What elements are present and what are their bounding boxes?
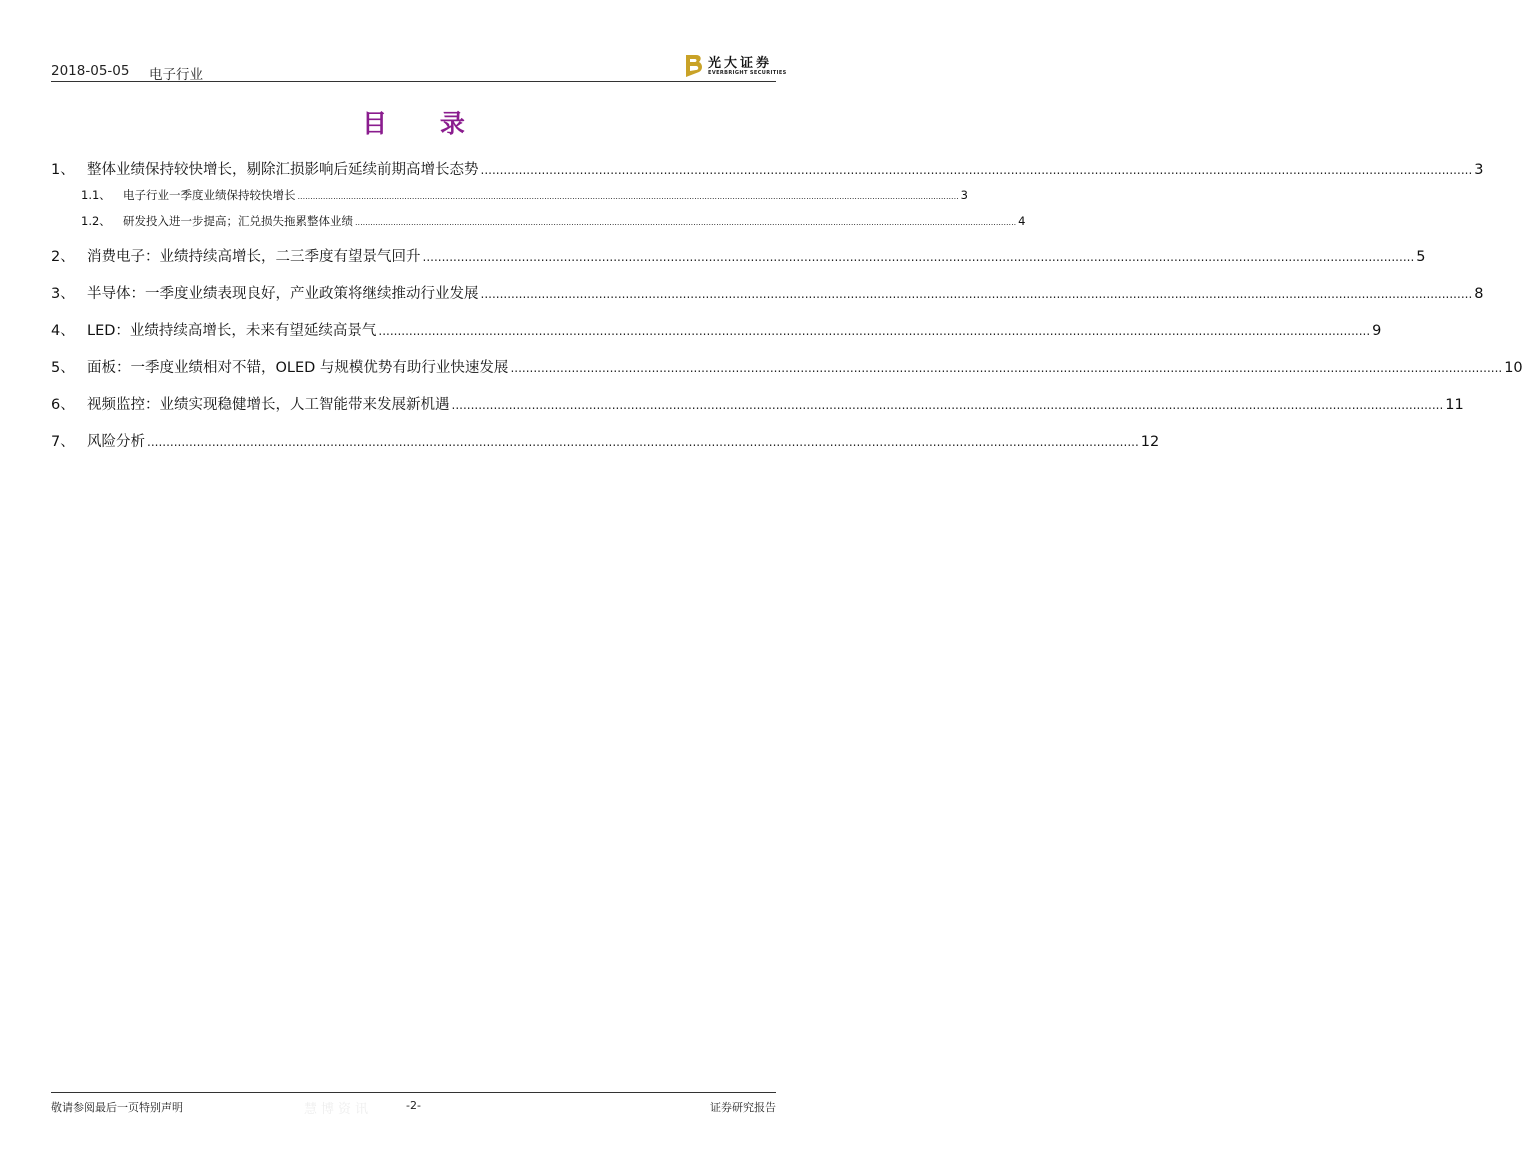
toc-entry-number: 7、 (51, 434, 75, 450)
toc-entry-page[interactable]: 11 (1445, 397, 1464, 413)
toc-entry-page[interactable]: 5 (1416, 249, 1426, 265)
toc-entry-label[interactable]: 半导体：一季度业绩表现良好，产业政策将继续推动行业发展 (87, 286, 479, 302)
page-number: -2- (406, 1099, 421, 1112)
company-logo (684, 52, 787, 80)
report-date: 2018-05-05 (51, 63, 130, 79)
footer-watermark: 慧博资讯 (304, 1102, 373, 1117)
footer-rule (51, 1092, 776, 1093)
toc-leader-dots: .................................................................................................................................................................................................................................................................... (147, 435, 1139, 449)
toc-entry[interactable] (51, 245, 1426, 267)
toc-entry[interactable] (51, 393, 1464, 415)
toc-entry-number: 2、 (51, 249, 75, 265)
toc-leader-dots: .................................................................................................................................................................................................................................................................... (422, 250, 1415, 264)
toc-leader-dots: .................................................................................................................................................................................................................................................................... (451, 398, 1444, 412)
footer-disclaimer: 敬请参阅最后一页特别声明 (51, 1101, 183, 1114)
toc-entry-label[interactable]: 面板：一季度业绩相对不错，OLED 与规模优势有助行业快速发展 (87, 360, 509, 376)
toc-entry-number: 1.2、 (81, 214, 111, 228)
toc-leader-dots: .................................................................................................................................................................................................................................................................... (480, 287, 1473, 301)
toc-entry-page[interactable]: 12 (1140, 434, 1160, 450)
toc-entry[interactable] (51, 282, 1484, 304)
toc-entry-label[interactable]: LED：业绩持续高增长，未来有望延续高景气 (87, 323, 377, 339)
toc-entry-label[interactable]: 消费电子：业绩持续高增长，二三季度有望景气回升 (87, 249, 421, 265)
toc-subentry[interactable] (51, 213, 1026, 231)
toc-entry-label[interactable]: 电子行业一季度业绩保持较快增长 (123, 188, 296, 202)
toc-entry-number: 4、 (51, 323, 75, 339)
toc-subentry[interactable] (51, 187, 968, 205)
toc-entry-number: 1、 (51, 162, 75, 178)
toc-leader-dots: .................................................................................................................................................................................................................................................................... (480, 163, 1473, 177)
toc-entry-label[interactable]: 视频监控：业绩实现稳健增长，人工智能带来发展新机遇 (87, 397, 450, 413)
toc-entry[interactable] (51, 356, 1523, 378)
toc-entry-page[interactable]: 3 (1474, 162, 1484, 178)
everbright-logo-icon (684, 54, 704, 78)
toc-entry-page[interactable]: 8 (1474, 286, 1484, 302)
toc-entry-page[interactable]: 10 (1504, 360, 1523, 376)
toc-entry-label[interactable]: 整体业绩保持较快增长，剔除汇损影响后延续前期高增长态势 (87, 162, 479, 178)
toc-entry-number: 5、 (51, 360, 75, 376)
toc-entry[interactable] (51, 430, 1160, 452)
page-footer (51, 1099, 776, 1115)
toc-entry-page[interactable]: 9 (1372, 323, 1382, 339)
industry-label: 电子行业 (149, 67, 203, 83)
toc-leader-dots: .................................................................................................................................................................................................................................................................... (378, 324, 1371, 338)
toc-entry-label[interactable]: 风险分析 (87, 434, 145, 450)
toc-entry-number: 1.1、 (81, 188, 111, 202)
report-type: 证券研究报告 (710, 1101, 776, 1114)
header-rule (51, 81, 776, 82)
logo-text-en: EVERBRIGHT SECURITIES (708, 70, 787, 76)
toc-leader-dots: .................................................................................................................................................................................................................................................................... (355, 218, 1017, 227)
toc-entry-number: 6、 (51, 397, 75, 413)
toc-leader-dots: .................................................................................................................................................................................................................................................................... (297, 192, 959, 201)
toc-title: 目 录 (362, 109, 487, 138)
toc-entry-number: 3、 (51, 286, 75, 302)
toc-entry-page[interactable]: 4 (1018, 214, 1026, 228)
toc-entry[interactable] (51, 158, 1484, 180)
toc-entry[interactable] (51, 319, 1382, 341)
toc-entry-page[interactable]: 3 (960, 188, 968, 202)
logo-text-cn: 光大证券 (708, 56, 773, 71)
toc-leader-dots: .................................................................................................................................................................................................................................................................... (510, 361, 1503, 375)
toc-entry-label[interactable]: 研发投入进一步提高；汇兑损失拖累整体业绩 (123, 214, 353, 228)
